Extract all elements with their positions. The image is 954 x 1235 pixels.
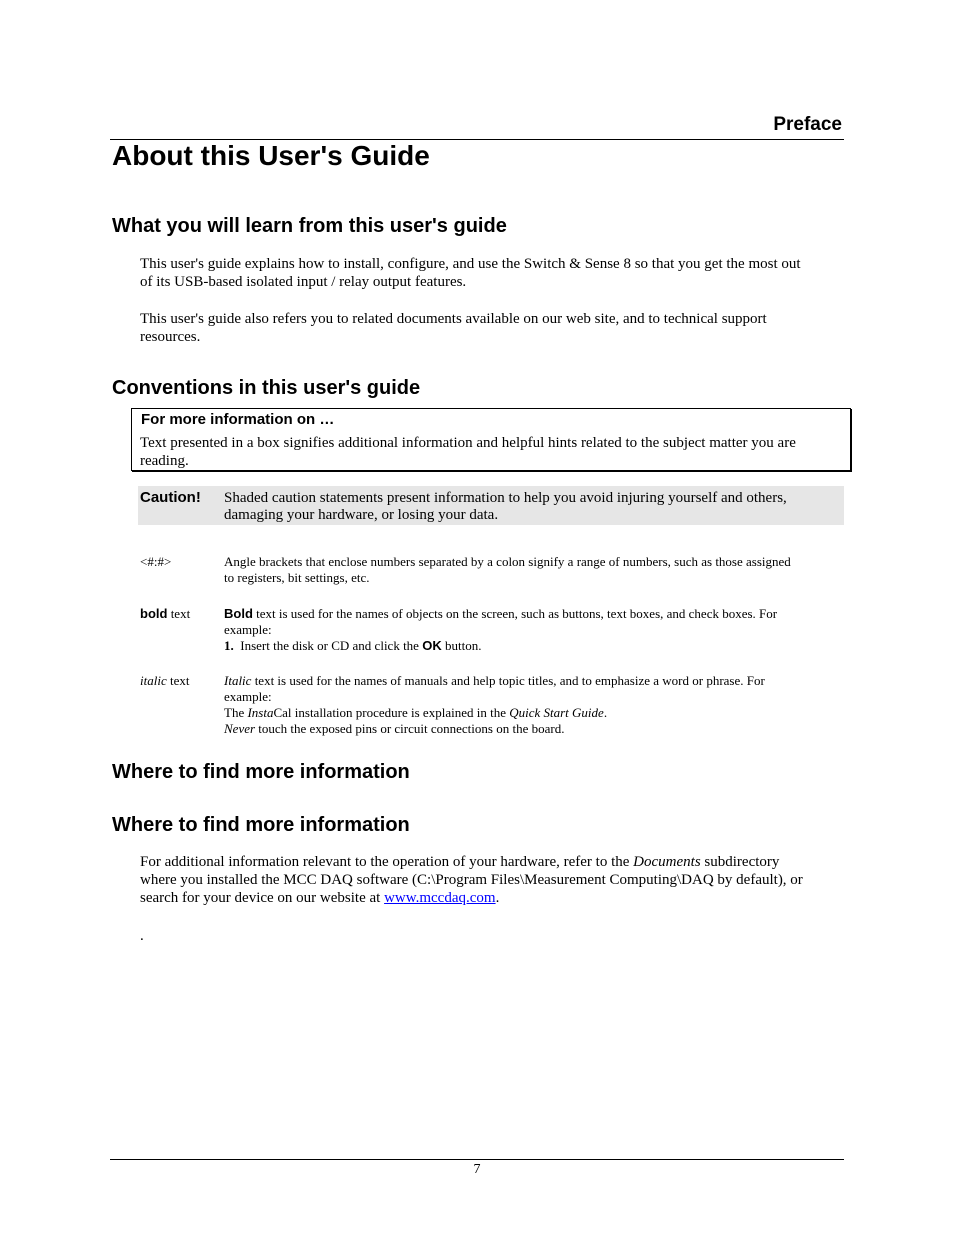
caution-line2: damaging your hardware, or losing your data. [224,507,499,523]
example1-guide-title: Quick Start Guide [509,705,604,720]
angle-desc-line1: Angle brackets that enclose numbers separated by a colon signify a range of numbers, such as those assigned [224,554,791,569]
caution-box [138,486,844,525]
learn-paragraph-2 [140,310,840,346]
italic-desc-line1: text is used for the names of manuals and help topic titles, and to emphasize a word or phrase. For [251,673,765,688]
mccdaq-link[interactable]: www.mccdaq.com [384,890,496,906]
where-paragraph [140,853,840,907]
page-number: 7 [473,1162,481,1177]
example1-end: . [603,705,608,720]
where-line1-post: subdirectory [700,854,780,870]
ok-button-label: OK [422,638,442,653]
italic-term-word: italic [140,673,167,688]
where-documents: Documents [633,854,701,870]
running-header-section: Preface [773,114,842,135]
bold-desc-line1: text is used for the names of objects on the screen, such as buttons, text boxes, and check boxes. For [252,606,778,621]
convention-desc-italic [224,673,840,737]
example1-insta: Insta [247,705,274,720]
heading-conventions: Conventions in this user's guide [112,377,421,399]
convention-term-bold [140,606,190,622]
info-box-title: For more information on … [141,411,335,428]
where-line3-end: . [495,890,500,906]
stray-period: . [140,928,144,944]
where-line2: where you installed the MCC DAQ software (C:\Program Files\Measurement Computing\DAQ by default), or [140,872,803,888]
learn-p2-line2: resources. [140,329,201,345]
learn-p2-line1: This user's guide also refers you to related documents available on our web site, and to technical support [140,311,767,327]
heading-what-you-will-learn: What you will learn from this user's guide [112,215,507,237]
italic-desc-word: Italic [224,673,252,688]
heading-where-to-find-1: Where to find more information [112,761,410,783]
info-box-line1: Text presented in a box signifies additional information and helpful hints related to the subject matter you are [140,435,796,451]
heading-where-to-find-2: Where to find more information [112,814,410,836]
bold-desc-word: Bold [224,606,253,621]
page-title: About this User's Guide [112,140,430,171]
where-line3-pre: search for your device on our website at [140,890,385,906]
angle-desc-line2: to registers, bit settings, etc. [224,570,370,585]
where-line1-pre: For additional information relevant to the operation of your hardware, refer to the [140,854,634,870]
caution-text [224,490,834,524]
example1-cal: Cal installation procedure is explained in the [273,705,510,720]
example1-pre: The [224,705,248,720]
italic-desc-line2: example: [224,689,272,704]
convention-desc-bold [224,606,840,654]
info-box-line2: reading. [140,453,189,469]
learn-p1-line2: of its USB-based isolated input / relay output features. [140,274,467,290]
example2-rest: touch the exposed pins or circuit connections on the board. [255,721,565,736]
info-box-text [140,434,840,470]
bold-step-text: Insert the disk or CD and click the [233,638,423,653]
caution-line1: Shaded caution statements present information to help you avoid injuring yourself and others, [224,490,787,506]
bold-step-number: 1. [224,638,234,653]
bold-term-word: bold [140,606,168,621]
bold-desc-line2: example: [224,622,272,637]
bold-term-suffix: text [167,606,191,621]
convention-term-italic [140,673,189,689]
info-box [131,408,851,471]
learn-p1-line1: This user's guide explains how to install, configure, and use the Switch & Sense 8 so that you get the most out [140,256,801,272]
convention-term-angle-brackets: <#:#> [140,554,172,569]
caution-label: Caution! [140,489,201,506]
example2-never: Never [224,721,256,736]
footer-rule [110,1159,844,1160]
learn-paragraph-1 [140,255,840,291]
bold-step-end: button. [441,638,482,653]
italic-term-suffix: text [166,673,190,688]
convention-desc-angle-brackets [224,554,840,586]
